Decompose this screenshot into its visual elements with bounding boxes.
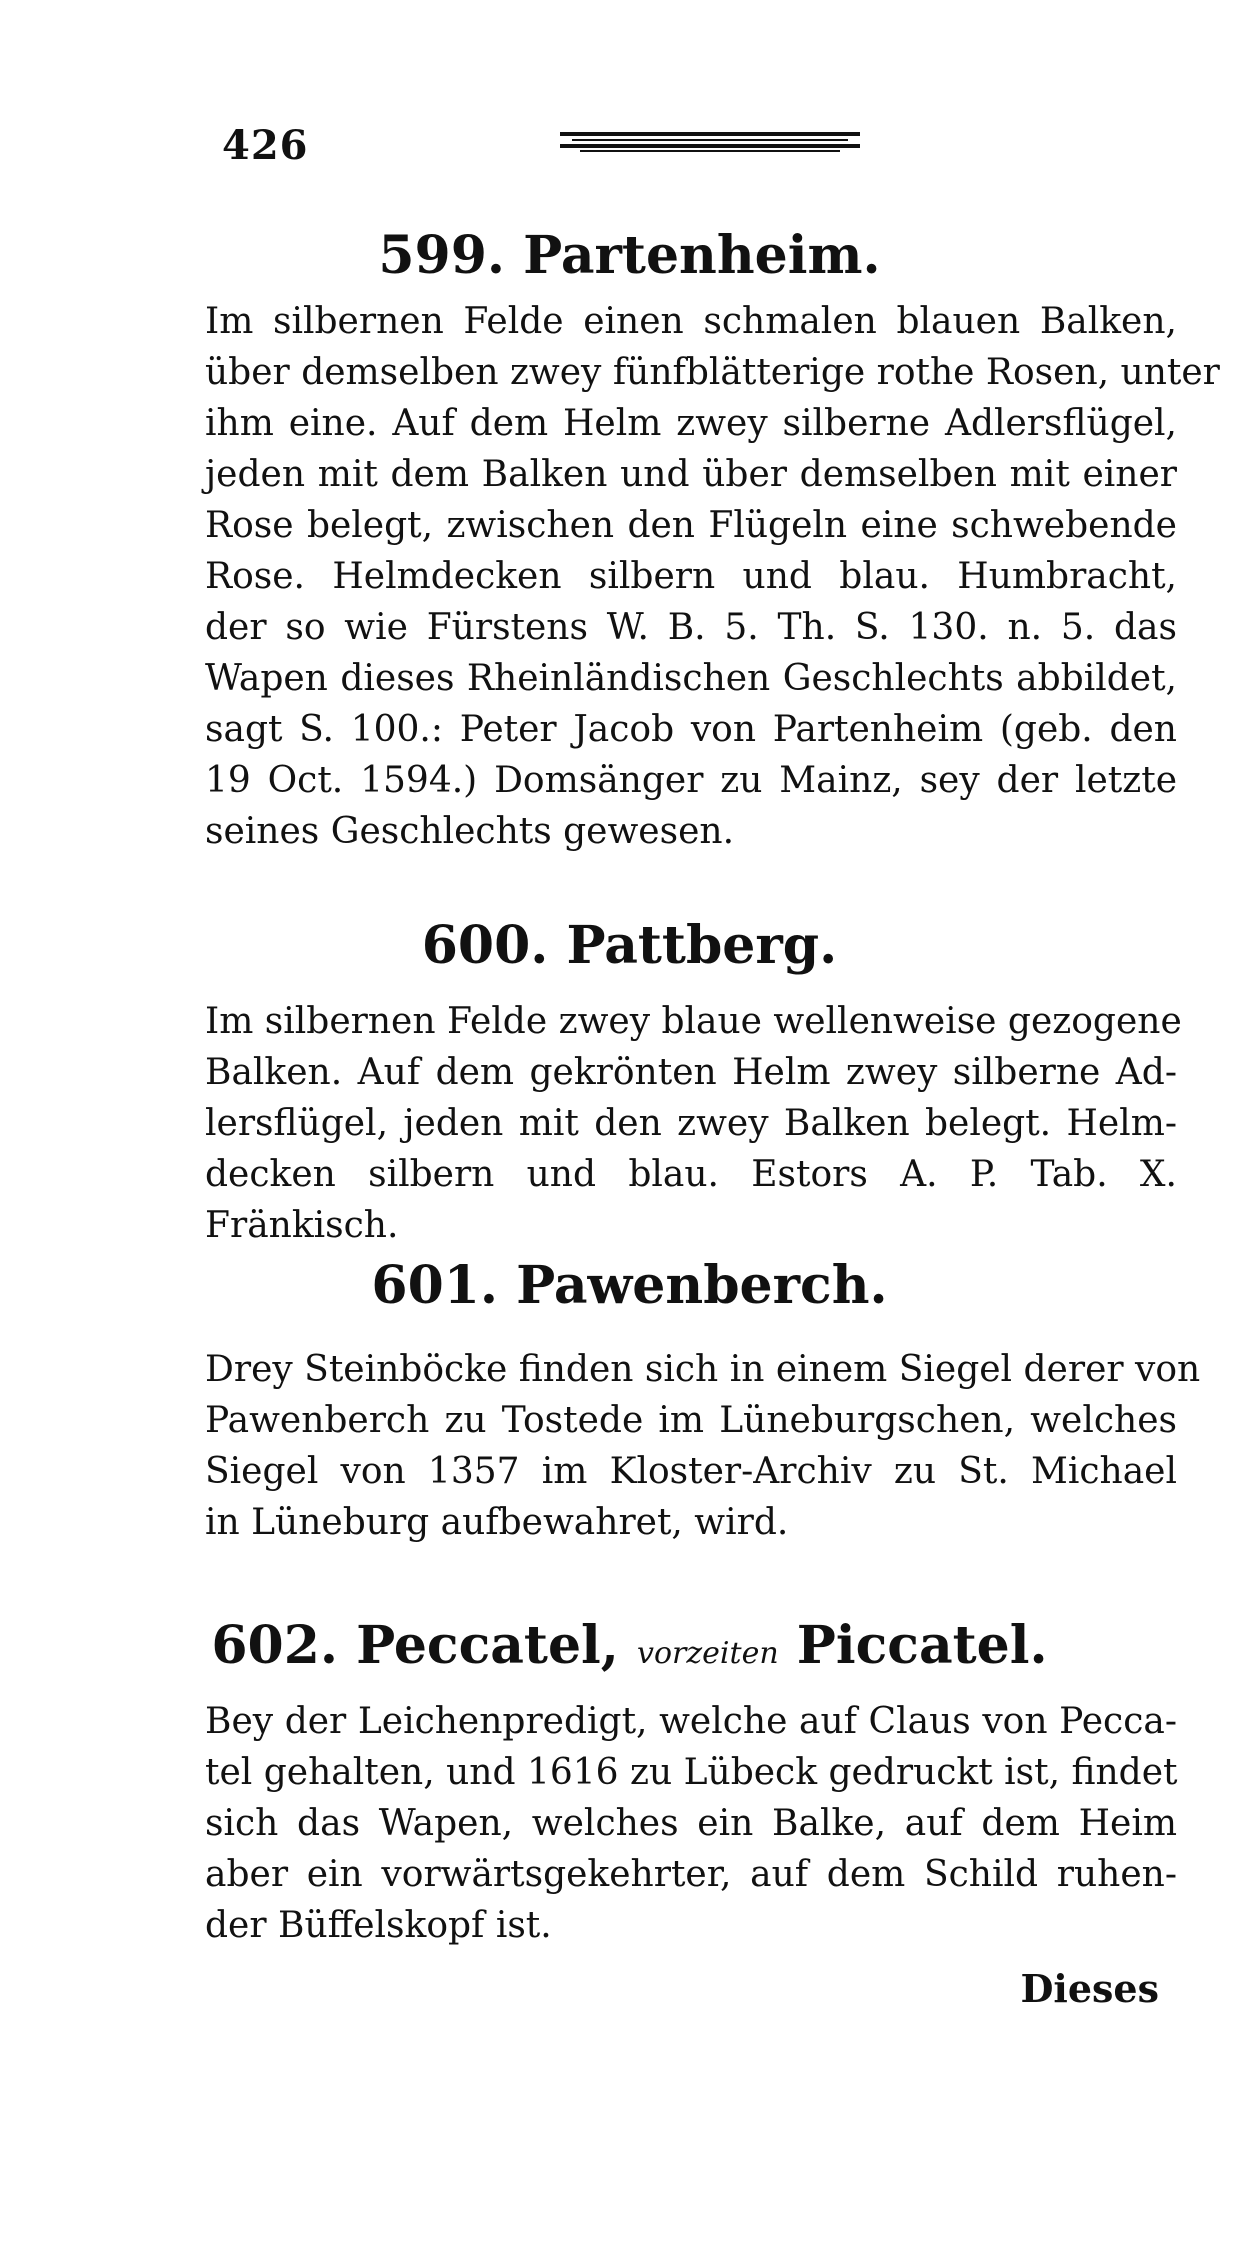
text-line: sagt S. 100.: Peter Jacob von Partenheim (geb. den xyxy=(205,709,1177,750)
text-line: Rose. Helmdecken silbern und blau. Humbracht, xyxy=(205,556,1177,597)
text-line: aber ein vorwärtsgekehrter, auf dem Schild ruhen- xyxy=(205,1854,1177,1895)
entry-heading-602-note: vorzeiten xyxy=(637,1636,779,1671)
text-line: Im silbernen Felde einen schmalen blauen Balken, xyxy=(205,301,1177,342)
text-line: seines Geschlechts gewesen. xyxy=(205,811,735,852)
text-line: Wapen dieses Rheinländischen Geschlechts abbildet, xyxy=(205,658,1177,699)
page-number: 426 xyxy=(222,122,309,169)
text-line: in Lüneburg aufbewahret, wird. xyxy=(205,1502,789,1543)
text-line: sich das Wapen, welches ein Balke, auf dem Heim xyxy=(205,1803,1177,1844)
text-line: über demselben zwey fünfblätterige rothe Rosen, unter xyxy=(205,352,1220,393)
text-line: Balken. Auf dem gekrönten Helm zwey silberne Ad- xyxy=(205,1052,1177,1093)
text-line: tel gehalten, und 1616 zu Lübeck gedruckt ist, findet xyxy=(205,1752,1178,1793)
text-line: jeden mit dem Balken und über demselben mit einer xyxy=(205,454,1177,495)
entry-heading-602-tail: Piccatel. xyxy=(796,1615,1048,1676)
entry-heading-601: 601. Pawenberch. xyxy=(371,1255,888,1316)
entry-heading-599: 599. Partenheim. xyxy=(378,225,881,286)
text-line: 19 Oct. 1594.) Domsänger zu Mainz, sey der letzte xyxy=(205,760,1177,801)
text-line: der Büffelskopf ist. xyxy=(205,1905,552,1946)
text-line: Im silbernen Felde zwey blaue wellenweise gezogene xyxy=(205,1001,1182,1042)
entry-heading-600: 600. Pattberg. xyxy=(421,915,838,976)
text-line: decken silbern und blau. Estors A. P. Tab. X. xyxy=(205,1154,1177,1195)
text-line: ihm eine. Auf dem Helm zwey silberne Adlersflügel, xyxy=(205,403,1177,444)
entry-body-601 xyxy=(205,1344,1201,1548)
text-line: Pawenberch zu Tostede im Lüneburgschen, welches xyxy=(205,1400,1177,1441)
text-line: Siegel von 1357 im Kloster-Archiv zu St. Michael xyxy=(205,1451,1177,1492)
text-line: Rose belegt, zwischen den Flügeln eine schwebende xyxy=(205,505,1177,546)
entry-heading-602 xyxy=(0,1616,1259,1684)
catchword: Dieses xyxy=(1020,1966,1159,2011)
entry-body-602 xyxy=(205,1696,1177,1951)
entry-heading-602-main: 602. Peccatel, xyxy=(211,1615,619,1676)
entry-body-599 xyxy=(205,296,1220,857)
text-line: der so wie Fürstens W. B. 5. Th. S. 130. n. 5. das xyxy=(205,607,1177,648)
header-ornament-rule xyxy=(560,130,860,152)
text-line: lersflügel, jeden mit den zwey Balken belegt. Helm- xyxy=(205,1103,1177,1144)
text-line: Drey Steinböcke finden sich in einem Siegel derer von xyxy=(205,1349,1201,1390)
entry-body-600 xyxy=(205,996,1182,1251)
text-line: Fränkisch. xyxy=(205,1205,399,1246)
text-line: Bey der Leichenpredigt, welche auf Claus von Pecca- xyxy=(205,1701,1177,1742)
